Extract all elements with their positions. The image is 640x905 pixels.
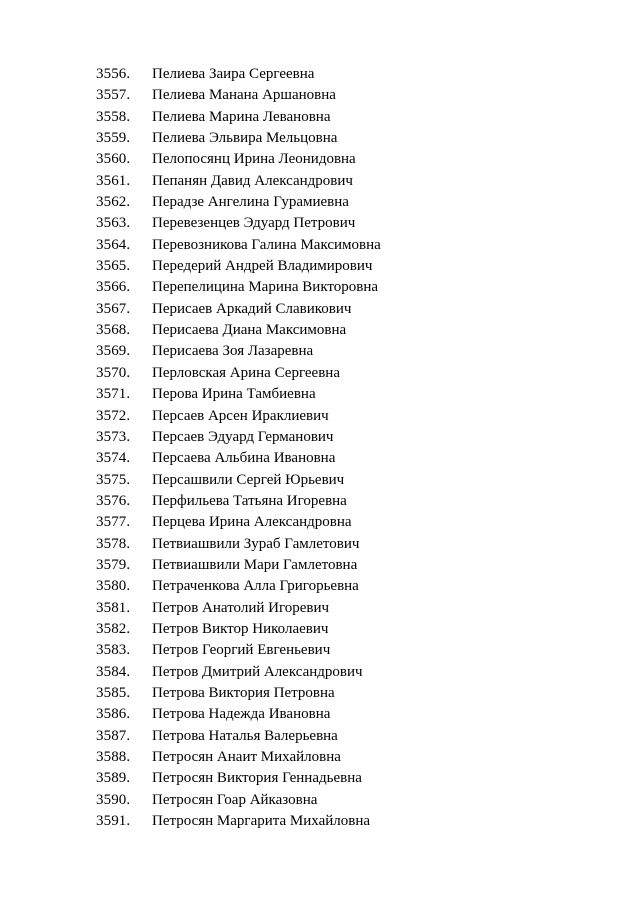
entry-number: 3578. — [96, 535, 131, 552]
entry-name: Пелиева Эльвира Мельцовна — [152, 130, 338, 147]
list-item — [96, 555, 596, 576]
entry-number: 3567. — [96, 300, 131, 317]
entry-name: Персашвили Сергей Юрьевич — [152, 471, 345, 488]
entry-number: 3574. — [96, 450, 131, 467]
list-item — [96, 790, 596, 811]
entry-number: 3589. — [96, 770, 131, 787]
list-item — [96, 768, 596, 789]
entry-number: 3581. — [96, 599, 131, 616]
list-item — [96, 619, 596, 640]
entry-number: 3588. — [96, 749, 131, 765]
entry-name: Перисаев Аркадий Славикович — [152, 300, 352, 317]
entry-number: 3580. — [96, 578, 131, 595]
entry-name: Петрова Наталья Валерьевна — [152, 727, 338, 744]
entry-name: Персаев Эдуард Германович — [152, 428, 334, 445]
entry-name: Пелиева Марина Левановна — [152, 108, 331, 125]
entry-number: 3564. — [96, 236, 131, 253]
entry-name: Петвиашвили Мари Гамлетовна — [152, 556, 358, 573]
list-item — [96, 470, 596, 491]
list-item — [96, 406, 596, 427]
list-item — [96, 598, 596, 619]
entry-number: 3591. — [96, 813, 131, 830]
list-item — [96, 149, 596, 170]
entry-name: Перловская Арина Сергеевна — [152, 364, 340, 381]
list-item — [96, 64, 596, 85]
list-item — [96, 107, 596, 128]
entry-name: Персаев Арсен Ираклиевич — [152, 407, 329, 424]
entry-number: 3563. — [96, 215, 131, 232]
entry-name: Петросян Гоар Айказовна — [152, 791, 318, 808]
list-item — [96, 341, 596, 362]
entry-number: 3584. — [96, 663, 131, 680]
entry-name: Пелиева Манана Аршановна — [152, 87, 336, 104]
list-item — [96, 726, 596, 747]
entry-name: Передерий Андрей Владимирович — [152, 258, 373, 275]
list-item — [96, 747, 596, 768]
entry-name: Перевезенцев Эдуард Петрович — [152, 215, 356, 232]
list-item — [96, 235, 596, 256]
entry-number: 3587. — [96, 727, 131, 744]
list-item — [96, 384, 596, 405]
list-item — [96, 363, 596, 384]
entry-number: 3556. — [96, 66, 131, 82]
list-item — [96, 256, 596, 277]
list-item — [96, 448, 596, 469]
list-item — [96, 192, 596, 213]
entry-number: 3560. — [96, 151, 131, 168]
entry-number: 3583. — [96, 642, 131, 659]
entry-number: 3579. — [96, 556, 131, 573]
list-item — [96, 171, 596, 192]
list-item — [96, 576, 596, 597]
entry-name: Петрова Надежда Ивановна — [152, 706, 331, 723]
entry-number: 3565. — [96, 258, 131, 275]
entry-name: Петров Георгий Евгеньевич — [152, 642, 331, 659]
list-item — [96, 662, 596, 683]
entry-name: Перцева Ирина Александровна — [152, 514, 352, 531]
list-item — [96, 277, 596, 298]
entry-number: 3568. — [96, 322, 131, 339]
entry-number: 3562. — [96, 194, 131, 211]
list-item — [96, 491, 596, 512]
entry-name: Петров Виктор Николаевич — [152, 620, 329, 637]
entry-name: Пепанян Давид Александрович — [152, 172, 353, 189]
entry-name: Петрова Виктория Петровна — [152, 684, 335, 701]
entry-name: Перфильева Татьяна Игоревна — [152, 492, 347, 509]
entry-name: Перевозникова Галина Максимовна — [152, 236, 381, 253]
entry-name: Петросян Маргарита Михайловна — [152, 813, 371, 830]
entry-number: 3577. — [96, 514, 131, 531]
name-list — [96, 64, 596, 832]
entry-number: 3590. — [96, 791, 131, 808]
entry-name: Петросян Анаит Михайловна — [152, 749, 341, 765]
list-item — [96, 534, 596, 555]
entry-number: 3571. — [96, 386, 131, 403]
list-item — [96, 640, 596, 661]
entry-number: 3586. — [96, 706, 131, 723]
entry-name: Пелиева Заира Сергеевна — [152, 66, 315, 82]
entry-number: 3557. — [96, 87, 131, 104]
entry-name: Петраченкова Алла Григорьевна — [152, 578, 359, 595]
list-item — [96, 128, 596, 149]
list-item — [96, 427, 596, 448]
entry-number: 3561. — [96, 172, 131, 189]
entry-name: Перова Ирина Тамбиевна — [152, 386, 316, 403]
entry-number: 3559. — [96, 130, 131, 147]
entry-number: 3582. — [96, 620, 131, 637]
entry-name: Персаева Альбина Ивановна — [152, 450, 336, 467]
list-item — [96, 683, 596, 704]
entry-name: Перадзе Ангелина Гурамиевна — [152, 194, 349, 211]
list-item — [96, 85, 596, 106]
entry-number: 3573. — [96, 428, 131, 445]
entry-name: Перисаева Зоя Лазаревна — [152, 343, 314, 360]
entry-number: 3566. — [96, 279, 131, 296]
list-item — [96, 704, 596, 725]
entry-number: 3570. — [96, 364, 131, 381]
entry-number: 3572. — [96, 407, 131, 424]
entry-name: Пелопосянц Ирина Леонидовна — [152, 151, 356, 168]
entry-number: 3575. — [96, 471, 131, 488]
list-item — [96, 512, 596, 533]
entry-name: Петвиашвили Зураб Гамлетович — [152, 535, 360, 552]
entry-name: Петров Дмитрий Александрович — [152, 663, 363, 680]
entry-name: Петросян Виктория Геннадьевна — [152, 770, 362, 787]
entry-name: Петров Анатолий Игоревич — [152, 599, 330, 616]
entry-number: 3569. — [96, 343, 131, 360]
list-item — [96, 213, 596, 234]
list-item — [96, 299, 596, 320]
entry-name: Перисаева Диана Максимовна — [152, 322, 347, 339]
list-item — [96, 320, 596, 341]
entry-number: 3585. — [96, 684, 131, 701]
list-item — [96, 811, 596, 832]
entry-number: 3576. — [96, 492, 131, 509]
entry-name: Перепелицина Марина Викторовна — [152, 279, 379, 296]
entry-number: 3558. — [96, 108, 131, 125]
